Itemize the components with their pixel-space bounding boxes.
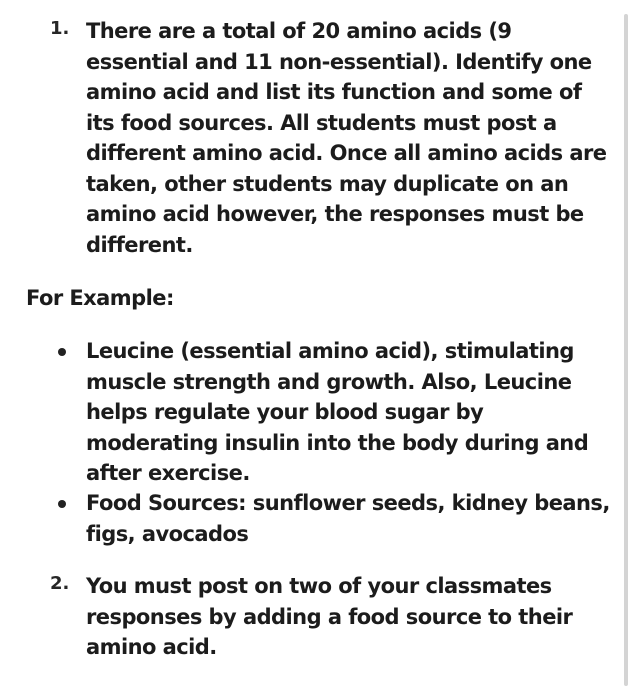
item-number: 2.	[50, 573, 70, 594]
bullet-dot-icon	[58, 500, 66, 508]
bullet-text: Leucine (essential amino acid), stimulating muscle strength and growth. Also, Leucine helps regulate your blood sugar by moderating insulin into the body during and after exercise.	[86, 339, 589, 485]
item-text: There are a total of 20 amino acids (9 essential and 11 non-essential). Identify one amino acid and list its function and some of its food sources. All students must post a different amino acid. Once all amino acids are taken, other students may duplicate on an amino acid however, the responses must be different.	[86, 19, 607, 257]
scrollbar[interactable]	[624, 14, 628, 686]
item-text: You must post on two of your classmates responses by adding a food source to their amino acid.	[86, 574, 573, 659]
example-heading: For Example:	[26, 286, 174, 310]
bullet-text: Food Sources: sunflower seeds, kidney beans, figs, avocados	[86, 491, 610, 546]
item-number: 1.	[50, 18, 70, 39]
bullet-dot-icon	[58, 348, 66, 356]
